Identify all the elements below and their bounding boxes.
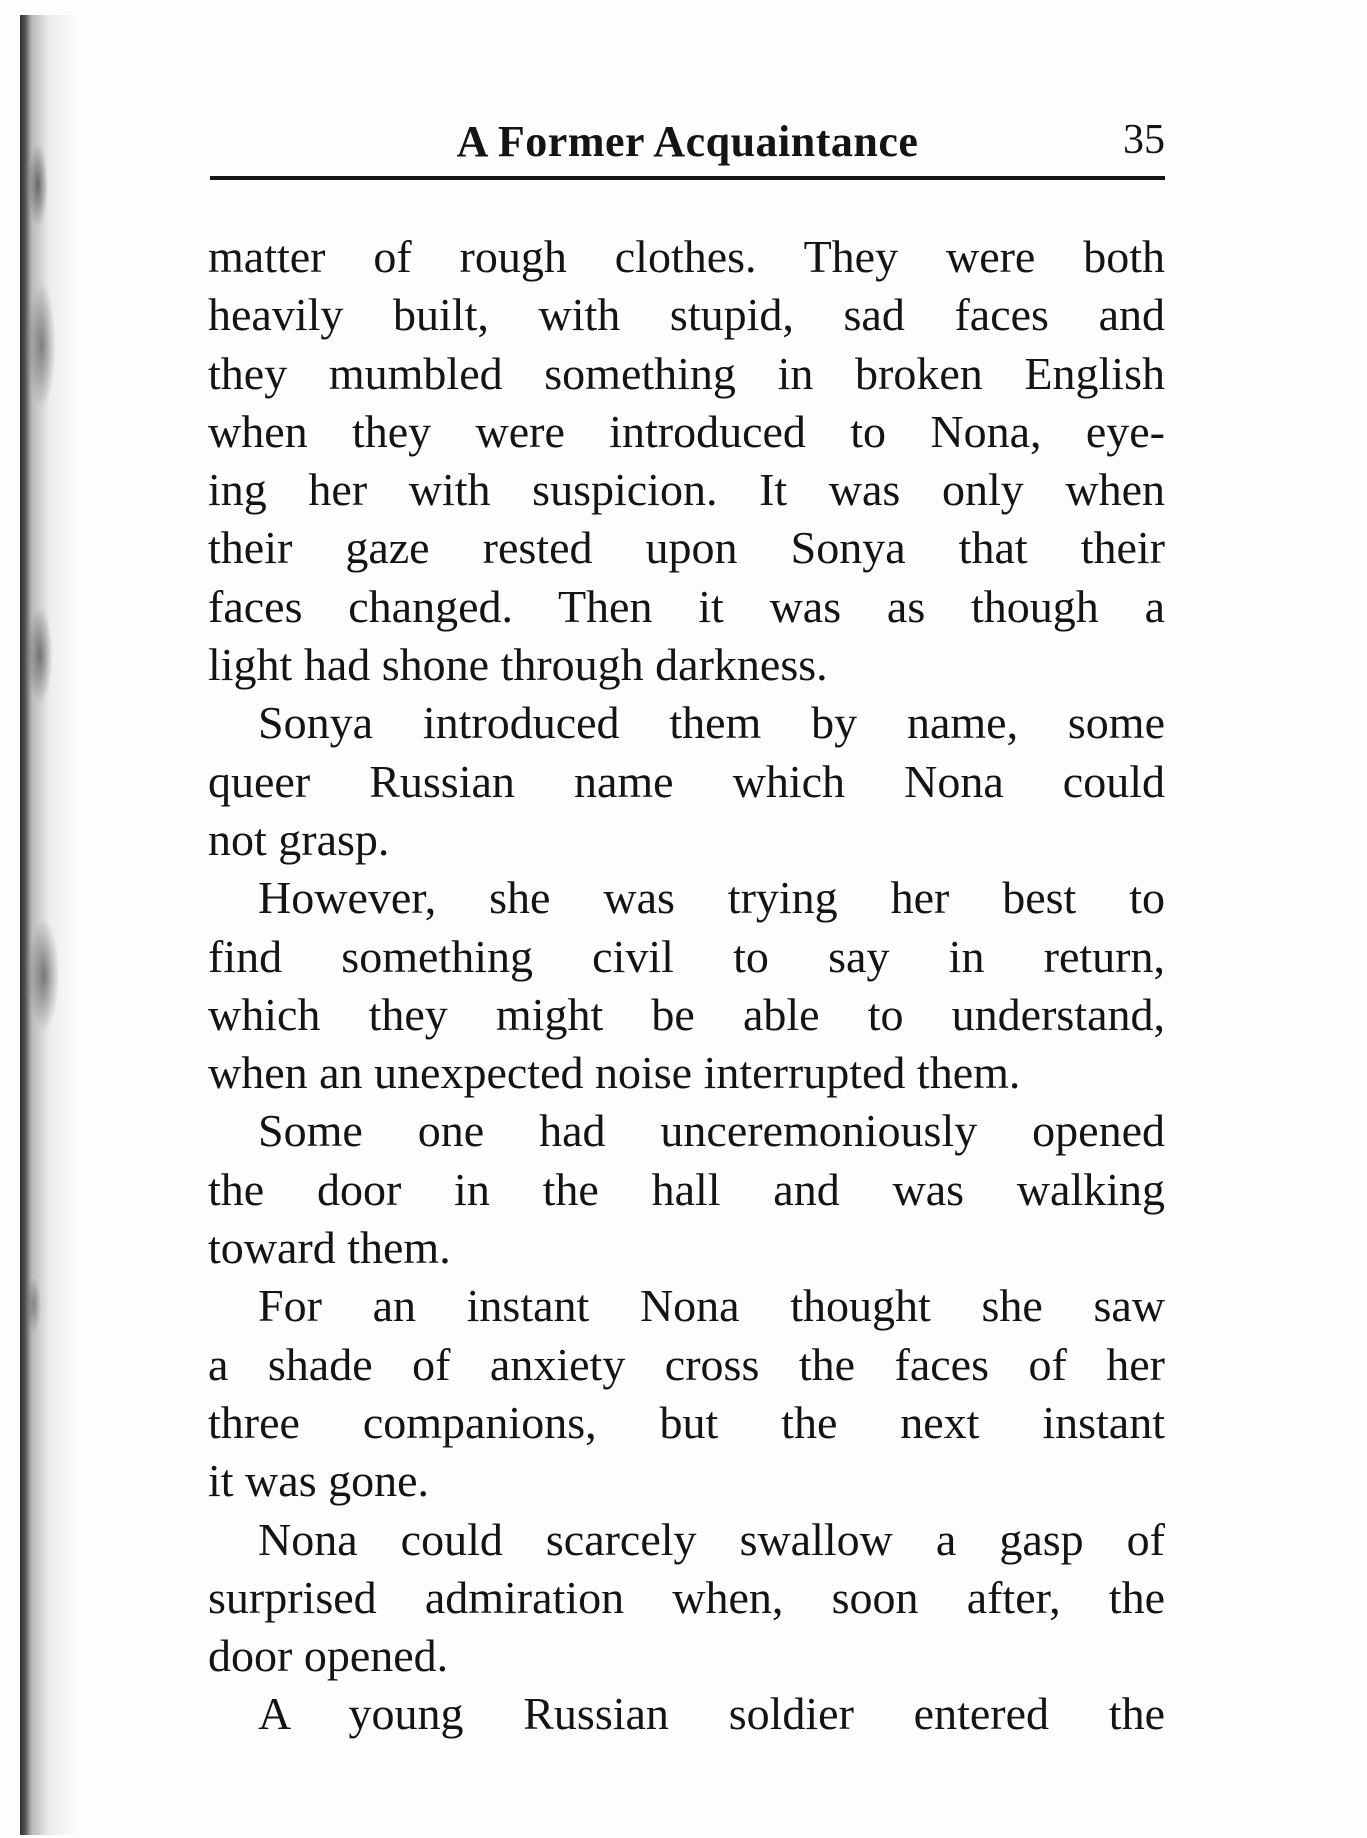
text-line: faces changed. Then it was as though a bbox=[208, 580, 1165, 632]
running-title: A Former Acquaintance bbox=[456, 117, 919, 166]
page-number: 35 bbox=[1123, 117, 1165, 163]
text-line: it was gone. bbox=[208, 1455, 430, 1507]
text-line: Some one had unceremoniously opened bbox=[258, 1105, 1165, 1157]
text-line: Nona could scarcely swallow a gasp of bbox=[258, 1513, 1165, 1565]
text-line: their gaze rested upon Sonya that their bbox=[208, 522, 1165, 574]
text-line: Sonya introduced them by name, some bbox=[258, 697, 1165, 749]
text-line: when an unexpected noise interrupted them. bbox=[208, 1047, 1021, 1099]
text-line: A young Russian soldier entered the bbox=[258, 1688, 1165, 1740]
text-line: they mumbled something in broken English bbox=[208, 347, 1165, 399]
text-line: For an instant Nona thought she saw bbox=[258, 1280, 1165, 1332]
text-line: the door in the hall and was walking bbox=[208, 1163, 1165, 1215]
text-line: heavily built, with stupid, sad faces and bbox=[208, 289, 1165, 341]
text-line: when they were introduced to Nona, eye- bbox=[208, 405, 1165, 457]
page-body bbox=[208, 228, 1165, 1744]
page-header bbox=[210, 110, 1165, 180]
text-line: However, she was trying her best to bbox=[258, 872, 1165, 924]
text-line: matter of rough clothes. They were both bbox=[208, 231, 1165, 282]
text-line: surprised admiration when, soon after, the bbox=[208, 1571, 1165, 1623]
text-line: door opened. bbox=[208, 1630, 449, 1682]
text-line: light had shone through darkness. bbox=[208, 639, 828, 691]
text-line: find something civil to say in return, bbox=[208, 930, 1165, 982]
text-line: toward them. bbox=[208, 1222, 451, 1274]
text-line: queer Russian name which Nona could bbox=[208, 755, 1165, 807]
text-line: not grasp. bbox=[208, 813, 390, 865]
text-line: which they might be able to understand, bbox=[208, 988, 1165, 1040]
text-line: ing her with suspicion. It was only when bbox=[208, 464, 1165, 516]
scan-edge-shadow bbox=[20, 15, 78, 1835]
text-line: three companions, but the next instant bbox=[208, 1396, 1165, 1448]
text-line: a shade of anxiety cross the faces of her bbox=[208, 1338, 1165, 1390]
